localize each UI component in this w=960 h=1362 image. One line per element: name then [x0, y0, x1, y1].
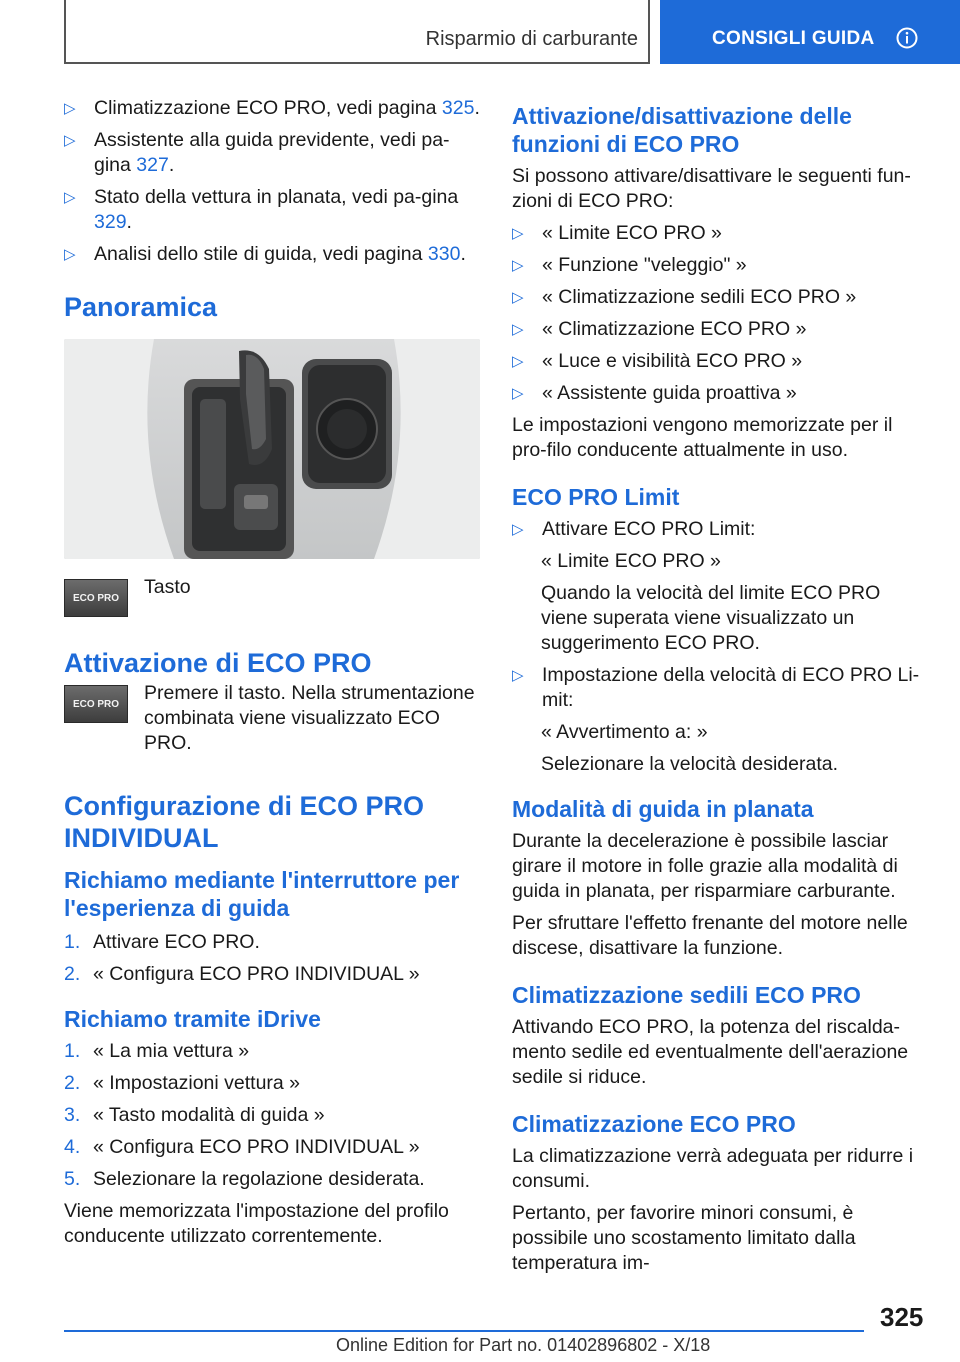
coast-paragraph-2: Per sfruttare l'effetto frenante del motore nelle discese, disattivare la funzione.: [512, 912, 908, 959]
triangle-bullet-icon: ▷: [64, 100, 76, 117]
center-console-photo: [64, 339, 480, 559]
activation-row: [64, 682, 480, 756]
eco-pro-button[interactable]: ECO PRO: [64, 685, 128, 723]
section-title-activation: Attivazione di ECO PRO: [64, 648, 372, 678]
subsection-title-limit: ECO PRO Limit: [512, 484, 680, 510]
right-column: [512, 96, 932, 1283]
list-item: 2. « Configura ECO PRO INDIVIDUAL »: [64, 963, 420, 985]
sub-item: « Limite ECO PRO »: [541, 550, 721, 572]
list-item: 1. « La mia vettura »: [64, 1040, 250, 1062]
triangle-bullet-icon: ▷: [512, 289, 524, 306]
coast-paragraph-1: Durante la decelerazione è possibile lasciar girare il motore in folle grazie alla modalità di guida in planata, per risparmiare carburante.: [512, 830, 898, 902]
clima-paragraph-1: La climatizzazione verrà adeguata per ridurre i consumi.: [512, 1145, 914, 1192]
closing-paragraph: Viene memorizzata l'impostazione del profilo conducente utilizzato correntemente.: [64, 1200, 449, 1247]
triangle-bullet-icon: ▷: [512, 321, 524, 338]
list-item: ▷ Climatizzazione ECO PRO, vedi pagina 325.: [64, 97, 480, 119]
button-caption: Tasto: [144, 576, 191, 598]
page-link[interactable]: 329: [94, 211, 127, 233]
subsection-title-coast: Modalità di guida in planata: [512, 796, 814, 822]
triangle-bullet-icon: ▷: [512, 257, 524, 274]
subsection-title-idrive: Richiamo tramite iDrive: [64, 1006, 321, 1032]
subsection-title-switch: Richiamo mediante l'interruttore per l'esperienza di guida: [64, 867, 460, 921]
sub-item: « Avvertimento a: »: [541, 721, 708, 743]
page-number: 325: [880, 1302, 924, 1332]
sub-item: Selezionare la velocità desiderata.: [541, 753, 839, 775]
subsection-title-clima: Climatizzazione ECO PRO: [512, 1111, 796, 1137]
triangle-bullet-icon: ▷: [64, 246, 76, 263]
triangle-bullet-icon: ▷: [512, 353, 524, 370]
chapter-tab[interactable]: [660, 0, 960, 64]
list-item: ▷ Stato della vettura in planata, vedi pa-gina 329.: [64, 186, 459, 233]
list-item: ▷ « Assistente guida proattiva »: [512, 382, 797, 404]
section-title-panoramica: Panoramica: [64, 292, 218, 322]
left-column: [64, 96, 480, 1256]
button-legend-row: [64, 576, 480, 617]
edition-note: Online Edition for Part no. 01402896802 - X/18: [336, 1335, 711, 1355]
page-link[interactable]: 325: [441, 97, 475, 119]
sub-item: Quando la velocità del limite ECO PRO viene superata viene visualizzato un suggerimento ECO PRO.: [541, 582, 881, 654]
triangle-bullet-icon: ▷: [64, 132, 76, 149]
triangle-bullet-icon: ▷: [512, 225, 524, 242]
list-item: ▷ Analisi dello stile di guida, vedi pagina 330.: [64, 243, 466, 265]
list-item: ▷ Impostazione della velocità di ECO PRO Li-mit:: [512, 664, 920, 711]
triangle-bullet-icon: ▷: [512, 521, 524, 538]
page-link[interactable]: 327: [136, 154, 169, 176]
list-item: 1. Attivare ECO PRO.: [64, 931, 260, 953]
list-item: 2. « Impostazioni vettura »: [64, 1072, 301, 1094]
info-icon[interactable]: [896, 27, 918, 49]
subsection-title-seat: Climatizzazione sedili ECO PRO: [512, 982, 861, 1008]
footer-divider: [64, 1330, 864, 1332]
triangle-bullet-icon: ▷: [64, 189, 76, 206]
seat-paragraph: Attivando ECO PRO, la potenza del riscalda-mento sedile ed eventualmente dell'aerazione sedile si riduce.: [512, 1016, 909, 1088]
list-item: ▷ « Funzione "veleggio" »: [512, 254, 747, 276]
triangle-bullet-icon: ▷: [512, 385, 524, 402]
list-item: ▷ « Luce e visibilità ECO PRO »: [512, 350, 803, 372]
list-item: 3. « Tasto modalità di guida »: [64, 1104, 325, 1126]
activation-text: Premere il tasto. Nella strumentazione combinata viene visualizzato ECO PRO.: [144, 682, 475, 754]
header-section-title: Risparmio di carburante: [425, 28, 638, 50]
eco-pro-button[interactable]: ECO PRO: [64, 579, 128, 617]
list-item: ▷ « Climatizzazione sedili ECO PRO »: [512, 286, 857, 308]
toggle-note: Le impostazioni vengono memorizzate per il pro-filo conducente attualmente in uso.: [512, 414, 893, 461]
list-item: ▷ Assistente alla guida previdente, vedi pa-gina 327.: [64, 129, 450, 176]
list-item: 5. Selezionare la regolazione desiderata.: [64, 1168, 425, 1190]
page-link[interactable]: 330: [427, 243, 461, 265]
list-item: 4. « Configura ECO PRO INDIVIDUAL »: [64, 1136, 420, 1158]
list-item: ▷ « Limite ECO PRO »: [512, 222, 722, 244]
section-title-toggle: Attivazione/disattivazione delle funzioni di ECO PRO: [512, 103, 852, 157]
clima-paragraph-2: Pertanto, per favorire minori consumi, è possibile uno scostamento limitato dalla temperatura im-: [512, 1202, 856, 1274]
chapter-tab-label: CONSIGLI GUIDA: [712, 28, 875, 49]
toggle-intro: Si possono attivare/disattivare le seguenti fun-zioni di ECO PRO:: [512, 165, 911, 212]
list-item: ▷ « Climatizzazione ECO PRO »: [512, 318, 807, 340]
triangle-bullet-icon: ▷: [512, 667, 524, 684]
list-item: ▷ Attivare ECO PRO Limit:: [512, 518, 756, 540]
section-title-config: Configurazione di ECO PRO INDIVIDUAL: [64, 791, 425, 853]
